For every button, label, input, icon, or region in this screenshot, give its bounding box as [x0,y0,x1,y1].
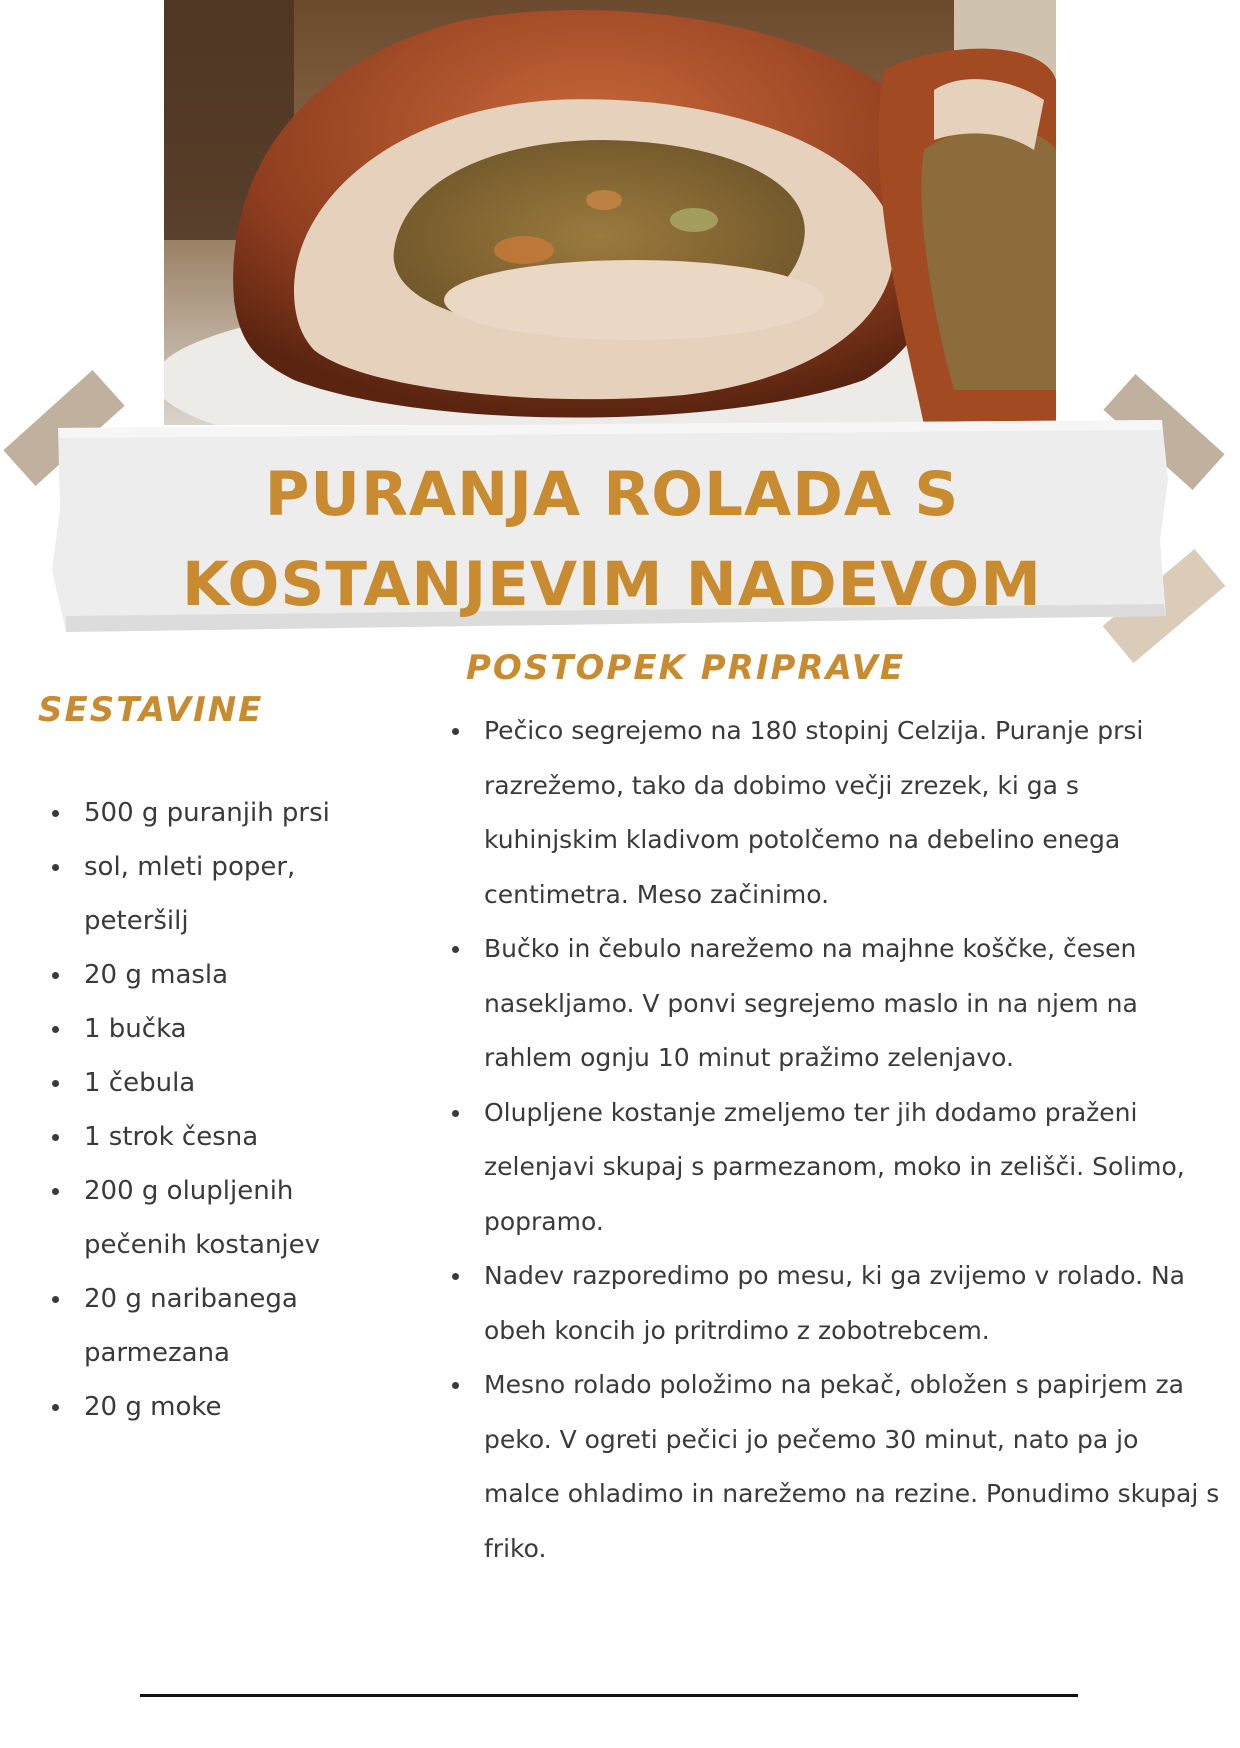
ingredient-item: 200 g olupljenih pečenih kostanjev [52,1164,392,1272]
title-banner [52,420,1172,632]
ingredient-item: 20 g naribanega parmezana [52,1272,392,1380]
ingredient-item: 20 g moke [52,1380,392,1434]
procedure-step: Mesno rolado položimo na pekač, obložen s papirjem za peko. V ogreti pečici jo pečemo 30 minut, nato pa jo malce ohladimo in narežemo na rezine. Ponudimo skupaj s friko. [450,1358,1220,1576]
roulade-photo [164,0,1056,425]
recipe-title-line-1: PURANJA ROLADA S [264,459,960,530]
ingredients-list [52,786,392,1434]
ingredient-item: 20 g masla [52,948,392,1002]
procedure-step: Olupljene kostanje zmeljemo ter jih dodamo praženi zelenjavi skupaj s parmezanom, moko in zelišči. Solimo, popramo. [450,1086,1220,1250]
ingredient-item: 1 bučka [52,1002,392,1056]
footer-divider [140,1694,1078,1697]
ingredient-item: sol, mleti poper, peteršilj [52,840,392,948]
ingredient-item: 1 čebula [52,1056,392,1110]
procedure-step: Pečico segrejemo na 180 stopinj Celzija. Puranje prsi razrežemo, tako da dobimo večji zrezek, ki ga s kuhinjskim kladivom potolčemo na debelino enega centimetra. Meso začinimo. [450,704,1220,922]
recipe-title [52,450,1172,630]
procedure-step: Nadev razporedimo po mesu, ki ga zvijemo v rolado. Na obeh koncih jo pritrdimo z zobotrebcem. [450,1249,1220,1358]
procedure-step: Bučko in čebulo narežemo na majhne koščke, česen nasekljamo. V ponvi segrejemo maslo in na njem na rahlem ognju 10 minut pražimo zelenjavo. [450,922,1220,1086]
ingredient-item: 1 strok česna [52,1110,392,1164]
roulade-illustration [164,0,1056,425]
ingredients-heading: SESTAVINE [38,690,264,730]
procedure-steps [450,704,1220,1576]
recipe-title-line-2: KOSTANJEVIM NADEVOM [182,549,1042,620]
procedure-heading: POSTOPEK PRIPRAVE [466,648,906,688]
ingredient-item: 500 g puranjih prsi [52,786,392,840]
